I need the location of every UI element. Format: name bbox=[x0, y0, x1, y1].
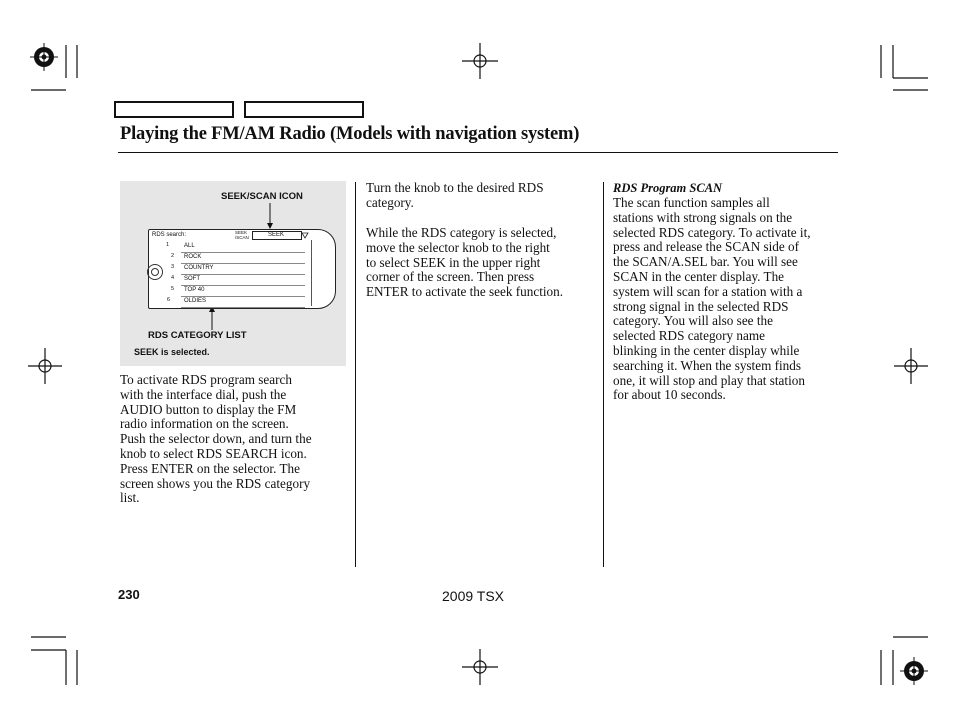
seek-scan-icon-label: SEEK/SCAN ICON bbox=[221, 191, 303, 202]
row-number: 5 bbox=[171, 286, 175, 292]
figure-caption: SEEK is selected. bbox=[134, 347, 210, 357]
category-row-oldies[interactable]: OLDIES bbox=[181, 297, 305, 308]
rds-category-list-label: RDS CATEGORY LIST bbox=[148, 330, 247, 341]
category-row-soft[interactable]: SOFT bbox=[181, 275, 305, 286]
row-number: 1 bbox=[166, 242, 170, 248]
category-row-all[interactable]: ALL bbox=[181, 242, 305, 253]
col2-paragraph-2: While the RDS category is selected, move the selector knob to the right to select SEEK in the upper right corner of the screen. Then press ENTER to activate the seek function. bbox=[366, 225, 564, 300]
row-number: 3 bbox=[171, 264, 175, 270]
selector-knob-inner-icon bbox=[151, 268, 159, 276]
seek-scan-small-label: SEEK /SCAN bbox=[235, 230, 249, 240]
row-number: 2 bbox=[171, 253, 175, 259]
column-divider-1 bbox=[355, 182, 356, 567]
header-tab-box-2 bbox=[244, 101, 364, 118]
page-title: Playing the FM/AM Radio (Models with navigation system) bbox=[120, 124, 580, 144]
row-number: 6 bbox=[167, 297, 171, 303]
category-row-top40[interactable]: TOP 40 bbox=[181, 286, 305, 297]
display-screen bbox=[148, 229, 336, 309]
rds-screen-figure bbox=[120, 181, 346, 366]
header-tab-box-1 bbox=[114, 101, 234, 118]
rds-search-label: RDS search: bbox=[152, 232, 187, 238]
category-row-rock[interactable]: ROCK bbox=[181, 253, 305, 264]
col3-paragraph: The scan function samples all stations with strong signals on the selected RDS category. To activate it, press and release the SCAN side of the SCAN/A.SEL bar. You will see SCAN in the center display. The system will scan for a station with a strong signal in the selected RDS category. You will also see the selected RDS category name blinking in the center display while searching it. When the system finds one, it will stop and play that station for about 10 seconds. bbox=[613, 195, 811, 403]
row-number: 4 bbox=[171, 275, 175, 281]
category-row-country[interactable]: COUNTRY bbox=[181, 264, 305, 275]
model-footer: 2009 TSX bbox=[442, 588, 505, 604]
col1-paragraph: To activate RDS program search with the interface dial, push the AUDIO button to display the FM radio information on the screen. Push the selector down, and turn the knob to select RDS SEARCH icon. Press ENTER on the selector. The screen shows you the RDS category list. bbox=[120, 372, 312, 506]
col2-paragraph-1: Turn the knob to the desired RDS category. bbox=[366, 180, 544, 210]
seek-button[interactable]: SEEK bbox=[252, 231, 302, 240]
title-rule bbox=[118, 152, 838, 153]
page-number: 230 bbox=[118, 587, 140, 602]
column-divider-2 bbox=[603, 182, 604, 567]
screen-divider bbox=[311, 240, 312, 306]
scroll-arrow-icon bbox=[301, 231, 309, 240]
rds-program-scan-heading: RDS Program SCAN bbox=[613, 181, 723, 195]
